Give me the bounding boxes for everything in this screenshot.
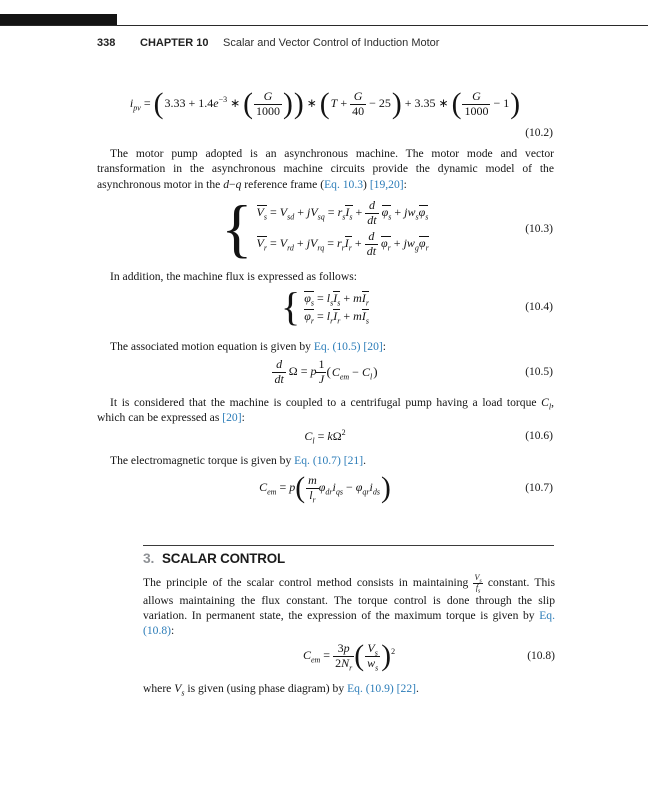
cross-reference-link[interactable]: Eq. (10.9) <box>347 682 394 695</box>
equation-number: (10.4) <box>525 301 553 313</box>
cross-reference-link[interactable]: [20] <box>363 340 383 353</box>
section-title: SCALAR CONTROL <box>162 551 286 566</box>
math-expression: $C_{em} = p$ ( $\frac{m}{l_r}$ $\varphi_{dr}i_{qs} - \varphi_{qr}i_{ds}$ ) <box>259 471 391 504</box>
paragraph <box>97 395 554 426</box>
equation-number: (10.5) <box>525 366 553 378</box>
cross-reference-link[interactable]: Eq. (10.8) <box>143 609 555 638</box>
text-segment: reference frame ( <box>241 177 325 191</box>
cross-reference-link[interactable]: [19,20] <box>369 177 404 191</box>
math-expression: $C_l = k\Omega^2$ <box>304 427 346 445</box>
paragraph <box>97 146 554 192</box>
cross-reference-link[interactable]: [21] <box>343 454 364 467</box>
inline-fraction: $\frac{V_s}{f_s}$ <box>474 573 482 595</box>
page-number: 338 <box>97 37 116 49</box>
text-segment: ) <box>363 177 370 191</box>
equation-number: (10.6) <box>525 430 553 442</box>
equation-10-3 <box>97 192 553 265</box>
math-expression: { $V_s = V_{sd} + jV_{sq} = r_sI_s$ + $\frac{d}{dt}$ $\varphi_s + jw_s\varphi_s$ $V_r = V_{rd} + jV_{rq} = r_rI_r$ + $\frac{d}{dt}$ $\varphi_r + jw_g\varphi_r$ <box>221 192 429 265</box>
equation-10-8 <box>143 637 555 675</box>
text-segment: The associated motion equation is given by <box>110 340 314 353</box>
text-segment: . <box>415 682 419 695</box>
header-rule <box>0 25 648 26</box>
text-segment: , which can be expressed as <box>97 396 554 425</box>
paragraph <box>143 681 555 696</box>
section-number: 3. <box>143 551 155 566</box>
text-segment: : <box>241 411 245 425</box>
math-expression: $i_{pv}$ = ( $3.33 + 1.4e^{-3}$ ∗ ( $\frac{G}{1000}$ ) ) ∗ ( T + $\frac{G}{40}$ − 25 ) + 3.35 ∗ ( $\frac{G}{1000}$ − 1 ) <box>129 87 521 120</box>
math-expression: $\frac{d}{dt}$ Ω = p $\frac{1}{J}$ ( $C_{em} - C_l$ ) <box>274 356 378 386</box>
text-segment: : <box>171 624 175 638</box>
cross-reference-link[interactable]: Eq. 10.3 <box>324 177 364 191</box>
cross-reference-link[interactable]: [22] <box>396 682 416 695</box>
paragraph <box>97 453 554 468</box>
text-segment: V <box>174 682 182 695</box>
chapter-title: Scalar and Vector Control of Induction Motor <box>223 37 440 49</box>
text-segment: C <box>541 396 549 409</box>
text-segment: is given (using phase diagram) by <box>184 682 348 695</box>
system-brace: { <box>281 284 301 329</box>
text-segment: where <box>143 682 175 695</box>
text-segment: l <box>548 402 552 412</box>
equation-10-2 <box>97 84 553 139</box>
equation-10-4 <box>97 284 553 329</box>
text-segment: : <box>382 340 386 353</box>
paragraph <box>97 339 554 354</box>
cross-reference-link[interactable]: Eq. (10.5) <box>313 340 361 353</box>
section-rule <box>143 545 554 546</box>
text-segment: s <box>181 688 185 698</box>
equation-number: (10.7) <box>525 482 553 494</box>
cross-reference-link[interactable]: [20] <box>222 411 242 425</box>
system-brace: { <box>221 192 253 265</box>
text-segment: d <box>223 177 230 191</box>
text-segment: The motor pump adopted is an asynchronous machine. The motor mode and vector transformation in the asynchronous machine circuits provide the dynamic model of the asynchronous motor in the <box>97 147 554 191</box>
text-segment: The principle of the scalar control method consists in maintaining <box>143 575 474 589</box>
chapter-label: CHAPTER 10 <box>140 37 209 49</box>
paragraph <box>143 574 555 639</box>
math-expression: $C_{em}$ = $\frac{3p}{2N_r}$ ( $\frac{V_s}{w_s}$ ) $^2$ <box>302 639 396 672</box>
text-segment: − <box>229 177 236 191</box>
text-segment: : <box>403 177 407 191</box>
equation-number: (10.8) <box>527 650 555 662</box>
text-segment: constant. This allows maintaining the flux constant. The torque control is done through the slip variation. In permanent state, the expression of the maximum torque is given by <box>143 575 555 622</box>
cross-reference-link[interactable]: Eq. (10.7) <box>294 454 341 467</box>
section-heading <box>143 551 289 566</box>
equation-10-5 <box>97 356 553 388</box>
text-segment: . <box>363 454 366 467</box>
equation-10-7 <box>97 469 553 507</box>
text-segment: It is considered that the machine is coupled to a centrifugal pump having a load torque <box>110 396 542 409</box>
equation-number: (10.3) <box>525 223 553 235</box>
equation-10-6 <box>97 427 553 445</box>
text-segment: The electromagnetic torque is given by <box>110 454 295 467</box>
text-segment: In addition, the machine flux is expressed as follows: <box>110 270 357 283</box>
equation-number: (10.2) <box>525 127 553 139</box>
paragraph <box>97 269 554 284</box>
text-segment: q <box>235 177 242 191</box>
math-expression: { $\varphi_s = l_sI_s + mI_r$ $\varphi_r = l_rI_r + mI_s$ <box>281 284 369 329</box>
